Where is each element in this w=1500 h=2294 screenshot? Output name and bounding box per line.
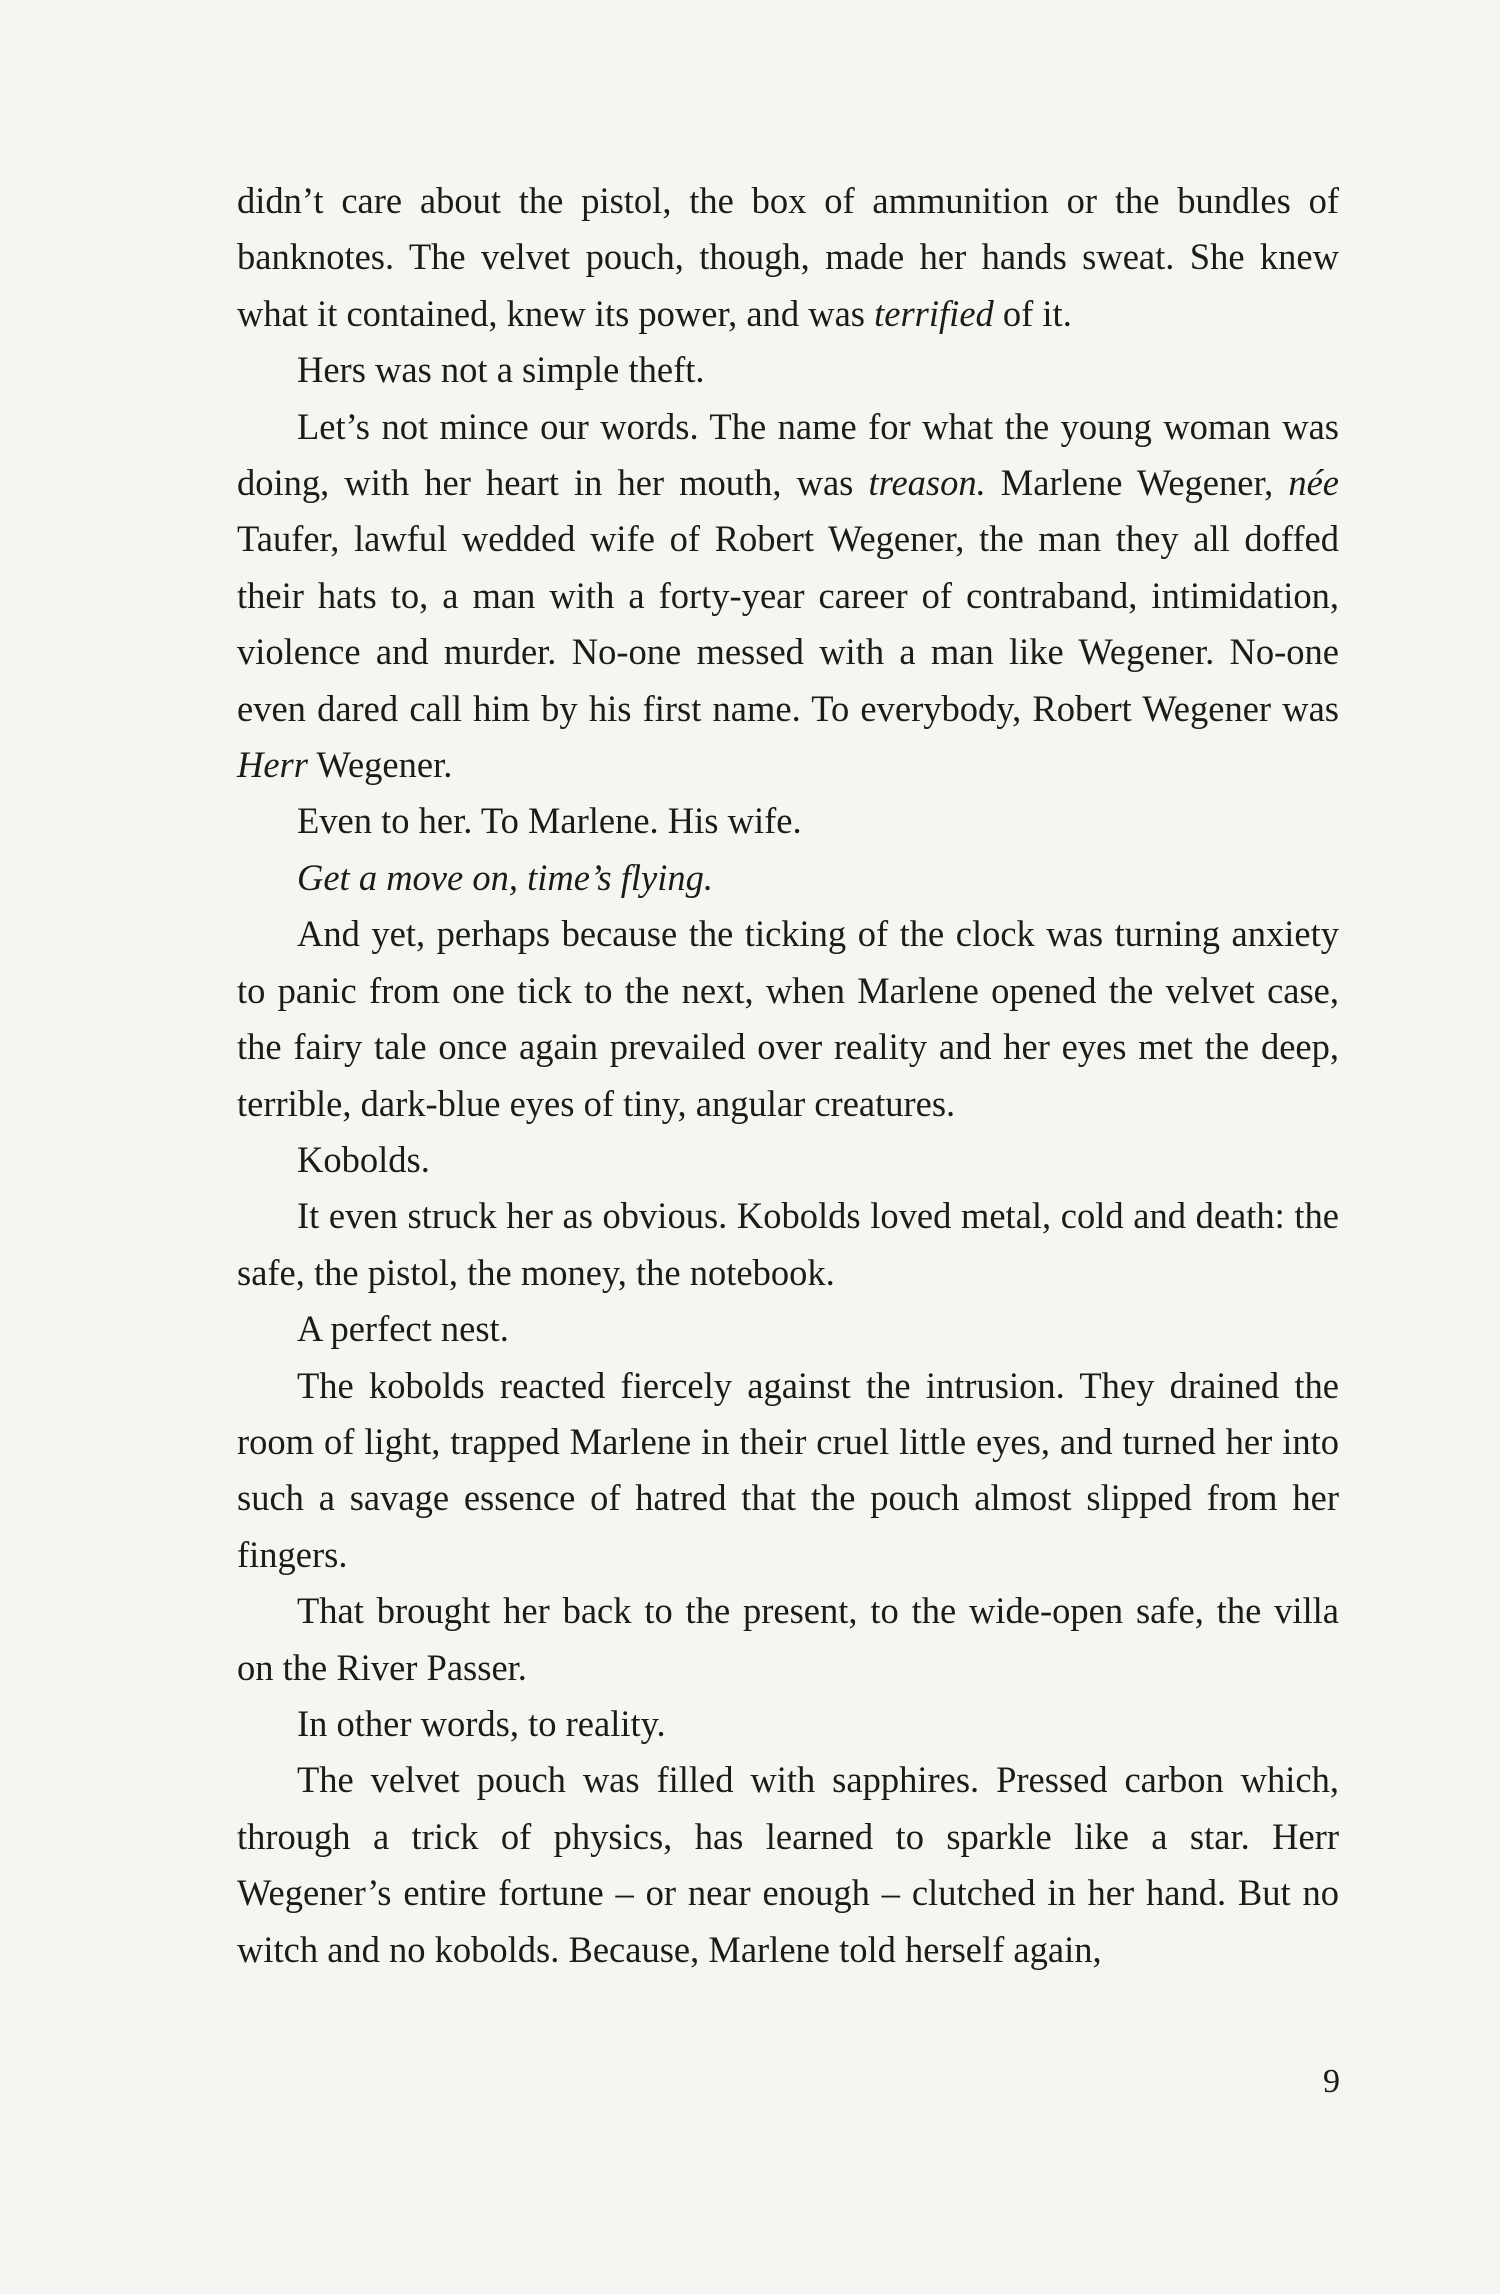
- text-run: didn’t care about the pistol, the box of ammunition or the bundles of banknotes. The velvet pouch, though, made her hands sweat. She knew what it contained, knew its power, and was: [237, 180, 1339, 334]
- text-run: That brought her back to the present, to the wide-open safe, the villa on the River Passer.: [237, 1590, 1339, 1688]
- paragraph-13: [237, 1752, 1339, 1978]
- paragraph-12: [237, 1696, 1339, 1752]
- text-run: Even to her. To Marlene. His wife.: [297, 800, 802, 842]
- paragraph-4: [237, 793, 1339, 849]
- text-run: Taufer, lawful wedded wife of Robert Wegener, the man they all doffed their hats to, a man with a forty-year career of contraband, intimidation, violence and murder. No-one messed with a man like Wegener. No-one even dared call him by his first name. To everybody, Robert Wegener was: [237, 518, 1339, 729]
- paragraph-6: [237, 906, 1339, 1132]
- text-run: It even struck her as obvious. Kobolds loved metal, cold and death: the safe, the pistol, the money, the notebook.: [237, 1195, 1339, 1293]
- paragraph-3: [237, 399, 1339, 794]
- paragraph-9: [237, 1301, 1339, 1357]
- italic-text-run: Herr: [237, 744, 308, 786]
- paragraph-11: [237, 1583, 1339, 1696]
- text-run: Let’s not mince our words. The name for what the young woman was doing, with her heart in her mouth, was: [237, 405, 1339, 504]
- text-run: The velvet pouch was filled with sapphires. Pressed carbon which, through a trick of physics, has learned to sparkle like a star. Herr Wegener’s entire fortune – or near enough – clutched in her hand. But no witch and no kobolds. Because, Marlene told herself again,: [237, 1759, 1339, 1970]
- text-run: In other words, to reality.: [297, 1702, 666, 1744]
- text-run: Wegener.: [307, 744, 453, 786]
- italic-text-run: terrified: [874, 292, 994, 334]
- text-run: Marlene Wegener,: [985, 462, 1289, 504]
- text-run: Kobolds.: [297, 1138, 430, 1180]
- paragraph-2: [237, 342, 1339, 398]
- paragraph-10: [237, 1358, 1339, 1584]
- paragraph-5: [237, 850, 1339, 906]
- text-run: Hers was not a simple theft.: [297, 349, 705, 391]
- italic-text-run: née: [1288, 462, 1339, 504]
- italic-text-run: Get a move on, time’s flying.: [297, 856, 713, 898]
- italic-text-run: treason.: [868, 462, 986, 504]
- text-run: of it.: [993, 292, 1072, 334]
- paragraph-7: [237, 1132, 1339, 1188]
- body-text: [237, 173, 1339, 1978]
- page-number: 9: [1323, 2063, 1340, 2100]
- text-run: The kobolds reacted fiercely against the intrusion. They drained the room of light, trapped Marlene in their cruel little eyes, and turned her into such a savage essence of hatred that the pouch almost slipped from her fingers.: [237, 1364, 1339, 1575]
- paragraph-8: [237, 1188, 1339, 1301]
- paragraph-1: [237, 173, 1339, 342]
- text-run: And yet, perhaps because the ticking of the clock was turning anxiety to panic from one tick to the next, when Marlene opened the velvet case, the fairy tale once again prevailed over reality and her eyes met the deep, terrible, dark-blue eyes of tiny, angular creatures.: [237, 913, 1339, 1124]
- text-run: A perfect nest.: [297, 1308, 509, 1350]
